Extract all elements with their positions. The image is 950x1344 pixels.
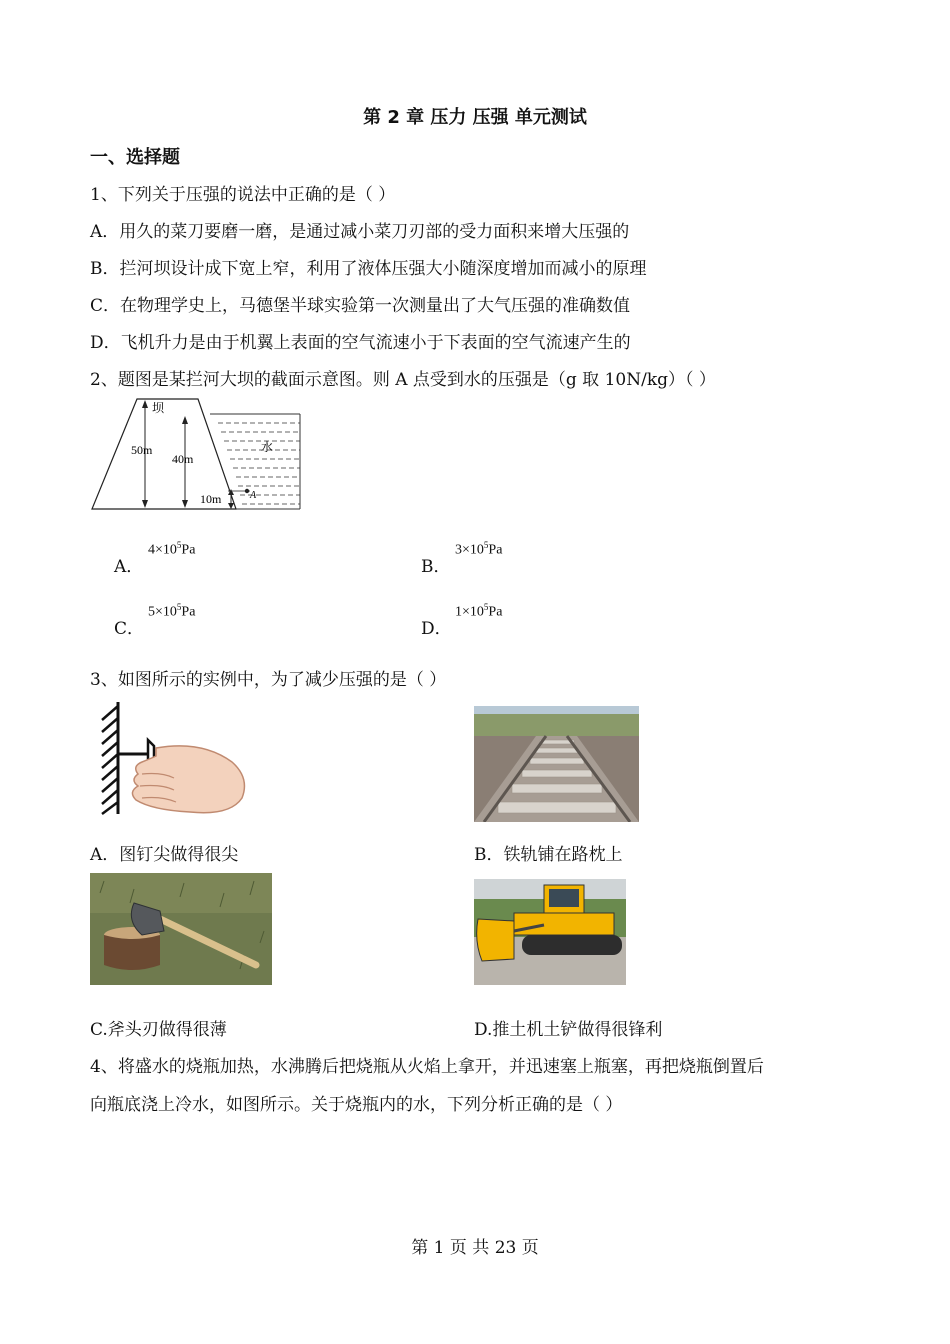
q3-stem: 3、如图所示的实例中，为了减少压强的是（ ）	[90, 670, 447, 690]
q2-option-a-label: A．	[114, 557, 144, 577]
water-label: 水	[261, 440, 274, 454]
q2-option-d-label: D．	[421, 619, 452, 639]
q2-option-a	[114, 552, 143, 577]
q2-option-b	[421, 552, 451, 577]
thumbtack-image	[92, 700, 252, 818]
q4-line-2: 向瓶底浇上冷水，如图所示。关于烧瓶内的水，下列分析正确的是（ ）	[90, 1095, 623, 1115]
stump-side	[104, 935, 160, 970]
q1-option-d: D．飞机升力是由于机翼上表面的空气流速小于下表面的空气流速产生的	[90, 333, 631, 353]
point-a-marker	[245, 489, 249, 493]
axe-image	[90, 873, 272, 985]
q2-option-a-value: $4\times 10^5Pa$	[148, 540, 196, 558]
q1-option-b: B．拦河坝设计成下宽上窄，利用了液体压强大小随深度增加而减小的原理	[90, 259, 647, 279]
height-40m-label: 40m	[172, 452, 194, 466]
page-title: 第 2 章 压力 压强 单元测试	[363, 107, 587, 128]
q2-option-d-value: $1\times 10^5Pa$	[455, 602, 503, 620]
q2-option-c-value: $5\times 10^5Pa$	[148, 602, 196, 620]
q1-stem: 1、下列关于压强的说法中正确的是（ ）	[90, 185, 396, 205]
q3-option-d: D.推土机土铲做得很锋利	[474, 1020, 663, 1040]
q1-option-a: A．用久的菜刀要磨一磨，是通过减小菜刀刃部的受力面积来增大压强的	[90, 222, 630, 242]
q2-stem: 2、题图是某拦河大坝的截面示意图。则 A 点受到水的压强是（g 取 10N/kg）（ ）	[90, 370, 716, 390]
height-10m-label: 10m	[200, 492, 222, 506]
water-hatching	[215, 414, 300, 504]
q4-line-1: 4、将盛水的烧瓶加热，水沸腾后把烧瓶从火焰上拿开，并迅速塞上瓶塞，再把烧瓶倒置后	[90, 1057, 764, 1077]
page-footer: 第 1 页 共 23 页	[411, 1238, 539, 1258]
section-heading: 一、选择题	[90, 147, 180, 168]
bulldozer-track	[522, 935, 622, 955]
q3-option-c: C.斧头刃做得很薄	[90, 1020, 227, 1040]
q2-option-b-value: $3\times 10^5Pa$	[455, 540, 503, 558]
q1-option-c: C．在物理学史上，马德堡半球实验第一次测量出了大气压强的准确数值	[90, 296, 631, 316]
q3-option-b: B．铁轨铺在路枕上	[474, 845, 623, 865]
q2-option-b-label: B．	[421, 557, 451, 577]
railway-track-image	[474, 706, 639, 822]
q2-option-c-label: C．	[114, 619, 145, 639]
bulldozer-body	[514, 913, 614, 935]
dam-label: 坝	[152, 401, 165, 415]
bulldozer-image	[474, 879, 626, 985]
bulldozer-blade	[477, 919, 514, 961]
dam-cross-section-figure	[90, 396, 302, 514]
point-a-label: A	[250, 490, 257, 501]
q2-option-d	[421, 614, 452, 639]
q3-option-a: A．图钉尖做得很尖	[90, 845, 239, 865]
q2-option-c	[114, 614, 144, 639]
height-50m-label: 50m	[131, 443, 153, 457]
